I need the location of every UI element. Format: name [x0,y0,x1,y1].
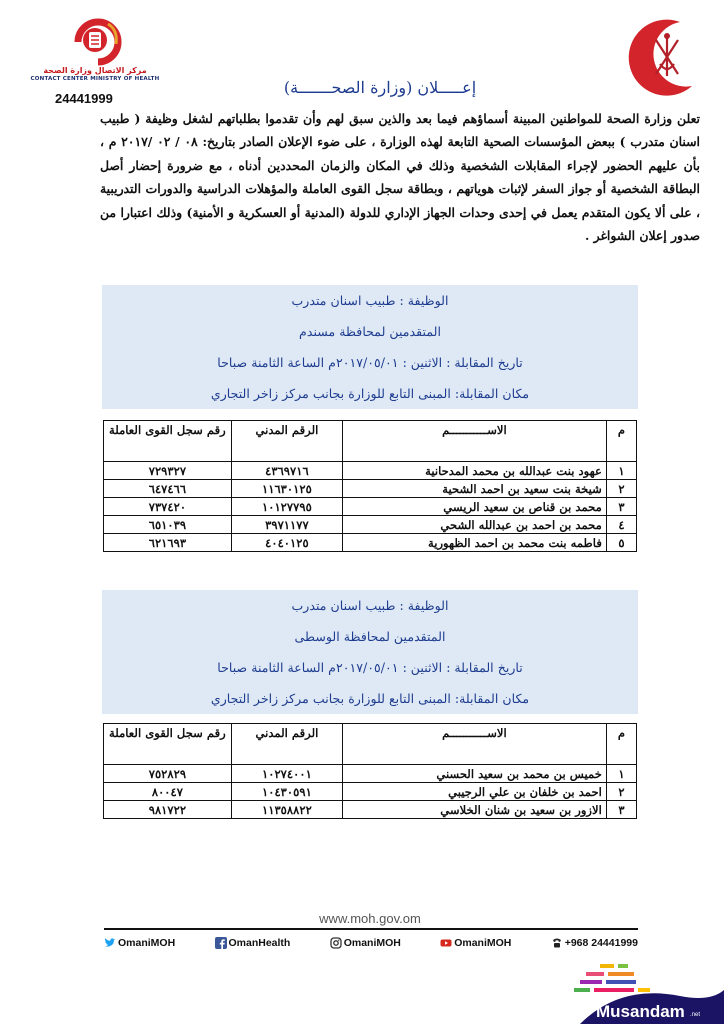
instagram-icon [330,937,342,949]
twitter-icon [104,937,116,949]
row-labor: ٦٤٧٤٦٦ [104,480,232,498]
table-row [104,783,637,801]
header-name: الاســـــــــــم [342,724,606,765]
row-name: شيخة بنت سعيد بن احمد الشحية [342,480,606,498]
table-header-row [104,421,637,462]
row-num: ٤ [606,516,636,534]
table-row [104,462,637,480]
row-labor: ٧٢٩٣٢٧ [104,462,232,480]
row-labor: ٧٣٧٤٢٠ [104,498,232,516]
website-link[interactable]: www.moh.gov.om [319,911,421,926]
intro-paragraph: تعلن وزارة الصحة للمواطنين المبينة أسماؤهم فيما بعد والذين سبق لهم وأن تقدموا بطلباتهم لشغل وظيفة ( طبيب اسنان متدرب ) ببعض المؤسسات الصحية التابعة لهذه الوزارة ، على ضوء الإعلان الصادر بتاريخ: ٠٨ / ٠٢ /٢٠١٧ م ، بأن عليهم الحضور لإجراء المقابلات الشخصية وذلك في المكان والزمان المحددين أدناه ، مع ضرورة إحضار أصل البطاقة الشخصية أو جواز السفر لإثبات هوياتهم ، وبطاقة سجل القوى العاملة والمؤهلات الدراسية والدورات التدريبية ، على ألا يكون المتقدم يعمل في إحدى وحدات الجهاز الإداري للدولة (المدنية أو العسكرية و الأمنية) وذلك اعتبارا من صدور إعلان الشواغر . [100,111,700,244]
header-civil-number: الرقم المدني [231,421,342,462]
footer-divider [104,928,638,930]
facebook-icon [215,937,227,949]
interview-date: تاريخ المقابلة : الاثنين : ٢٠١٧/٠٥/٠١م الساعة الثامنة صباحا [217,355,523,370]
row-name: محمد بن احمد بن عبدالله الشحي [342,516,606,534]
row-civil: ١١٦٣٠١٢٥ [231,480,342,498]
table-row [104,498,637,516]
watermark-text: Musandam [596,1002,685,1021]
header-num: م [606,724,636,765]
table-row [104,480,637,498]
row-civil: ٣٩٧١١٧٧ [231,516,342,534]
interview-date: تاريخ المقابلة : الاثنين : ٢٠١٧/٠٥/٠١م الساعة الثامنة صباحا [217,660,523,675]
facebook-link[interactable] [215,937,291,949]
row-num: ١ [606,462,636,480]
table-row [104,765,637,783]
header-labor-record: رقم سجل القوى العاملة [104,421,232,462]
call-center-en: CONTACT CENTER MINISTRY OF HEALTH [30,76,160,82]
row-civil: ٤٣٦٩٧١٦ [231,462,342,480]
row-num: ٢ [606,783,636,801]
row-num: ٥ [606,534,636,552]
governorate-label: المتقدمين لمحافظة الوسطى [294,629,446,644]
call-center-ar: مركز الاتصال وزارة الصحة [43,66,147,75]
row-num: ٢ [606,480,636,498]
call-center-label [30,66,160,84]
header-num: م [606,421,636,462]
applicants-table-1 [103,420,637,552]
table-row [104,801,637,819]
call-center-logo [40,12,150,72]
youtube-icon [440,937,452,949]
header-labor-record: رقم سجل القوى العاملة [104,724,232,765]
header-phone: 24441999 [55,91,113,106]
twitter-handle: OmaniMOH [118,937,176,949]
section-1-info [102,285,638,409]
table-row [104,534,637,552]
facebook-handle: OmanHealth [228,937,291,949]
table-header-row [104,724,637,765]
row-name: احمد بن خلفان بن علي الرجيبي [342,783,606,801]
row-civil: ١٠١٢٧٧٩٥ [231,498,342,516]
applicants-table-2 [103,723,637,819]
section-2-info [102,590,638,714]
row-num: ١ [606,765,636,783]
row-name: عهود بنت عبدالله بن محمد المدحانية [342,462,606,480]
row-name: محمد بن قناص بن سعيد الريسي [342,498,606,516]
interview-place: مكان المقابلة: المبنى التابع للوزارة بجانب مركز زاخر التجاري [210,691,530,706]
instagram-handle: OmaniMOH [343,937,401,949]
row-name: الازور بن سعيد بن شنان الخلاسي [342,801,606,819]
row-num: ٣ [606,498,636,516]
announcement-title: إعـــــلان (وزارة الصحـــــــة) [283,78,477,97]
table-row [104,516,637,534]
row-civil: ١٠٢٧٤٠٠١ [231,765,342,783]
ministry-emblem [620,14,710,104]
watermark-suffix: .net [690,1012,701,1018]
footer-contact-bar [104,934,638,952]
row-labor: ٦٢١٦٩٣ [104,534,232,552]
job-title: الوظيفة : طبيب اسنان متدرب [291,598,449,613]
job-title: الوظيفة : طبيب اسنان متدرب [291,293,449,308]
row-name: خميس بن محمد بن سعيد الحسني [342,765,606,783]
instagram-link[interactable] [330,937,401,949]
row-labor: ٧٥٢٨٢٩ [104,765,232,783]
governorate-label: المتقدمين لمحافظة مسندم [299,324,441,339]
row-labor: ٦٥١٠٣٩ [104,516,232,534]
row-civil: ٤٠٤٠١٢٥ [231,534,342,552]
row-name: فاطمه بنت محمد بن احمد الظهورية [342,534,606,552]
header-name: الاســـــــــــم [342,421,606,462]
twitter-link[interactable] [104,937,175,949]
youtube-link[interactable] [440,937,511,949]
phone-contact[interactable] [551,937,638,949]
row-civil: ١١٣٥٨٨٢٢ [231,801,342,819]
row-labor: ٩٨١٧٢٢ [104,801,232,819]
row-num: ٣ [606,801,636,819]
interview-place: مكان المقابلة: المبنى التابع للوزارة بجانب مركز زاخر التجاري [210,386,530,401]
youtube-handle: OmaniMOH [454,937,512,949]
row-labor: ٨٠٠٤٧ [104,783,232,801]
phone-icon [551,937,563,949]
footer-phone: +968 24441999 [564,937,638,949]
header-civil-number: الرقم المدني [231,724,342,765]
row-civil: ١٠٤٣٠٥٩١ [231,783,342,801]
